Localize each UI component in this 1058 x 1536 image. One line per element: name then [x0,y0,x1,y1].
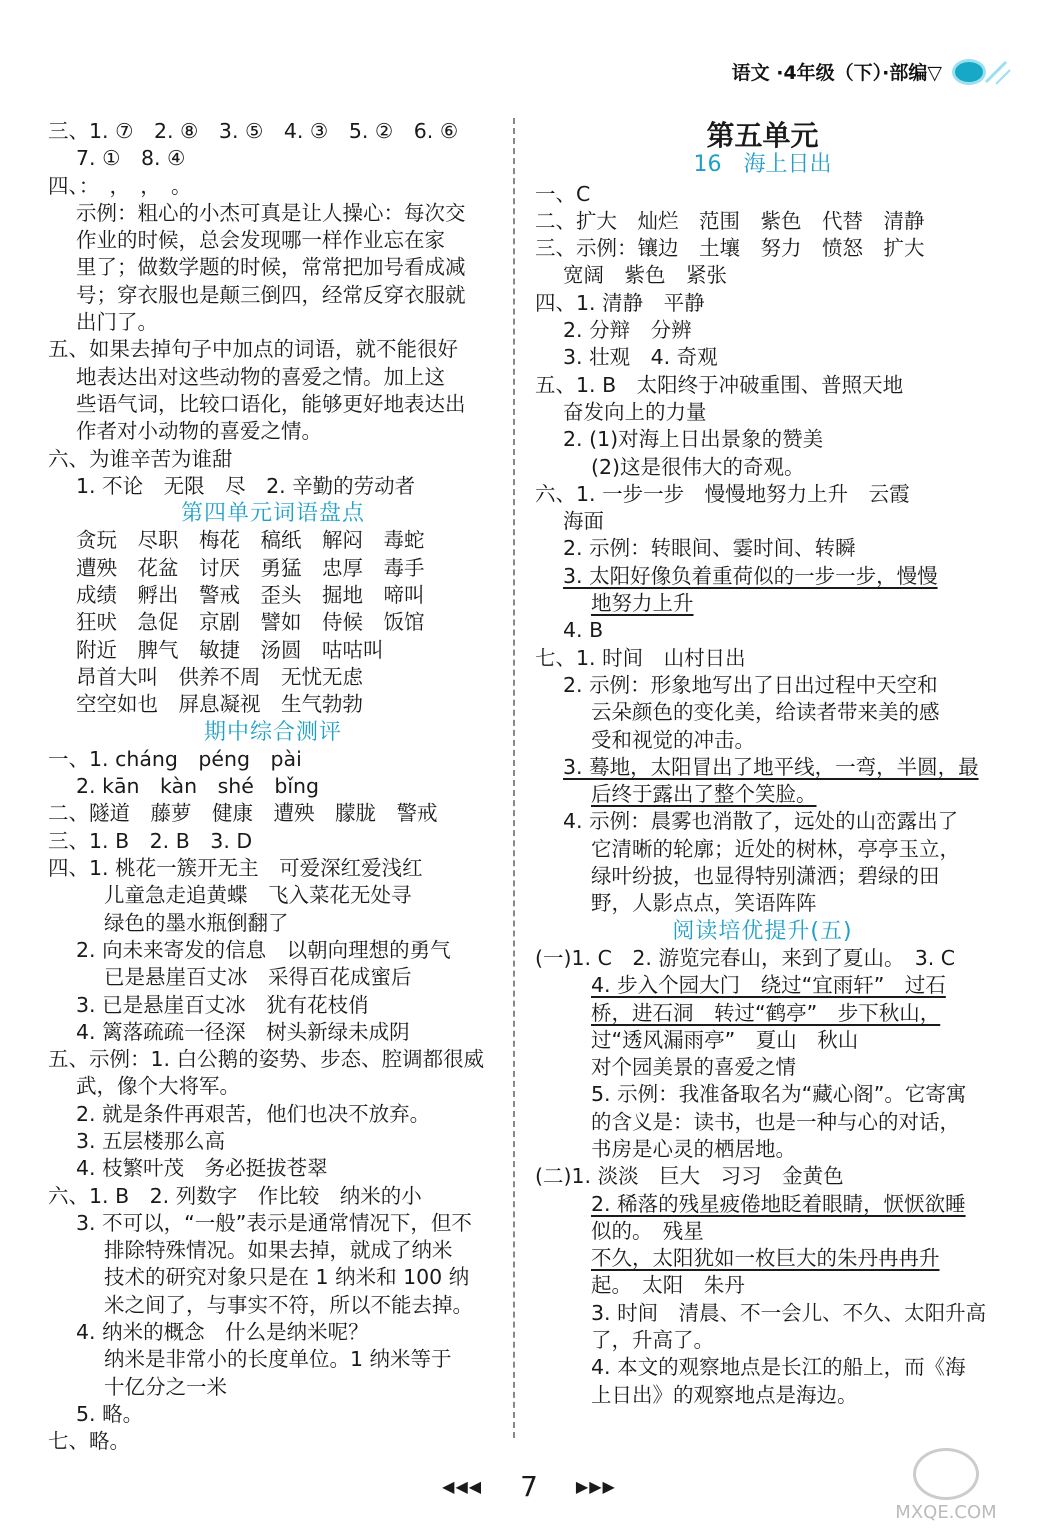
answer-line: 3. 蓦地，太阳冒出了地平线，一弯，半圆，最 [563,754,979,779]
answer-line: 地表达出对这些动物的喜爱之情。加上这 [76,364,445,389]
answer-line: 云朵颜色的变化美，给读者带来美的感 [591,700,940,725]
answer-line: 5. 示例：我准备取名为“藏心阁”。它寄寓 [591,1082,967,1107]
answer-line: 对个园美景的喜爱之情 [591,1055,796,1080]
answer-line: 贪玩 尽职 梅花 稿纸 解闷 毒蛇 [76,528,425,553]
watermark [876,1448,1016,1528]
answer-line: 成绩 孵出 警戒 歪头 掘地 啼叫 [76,583,425,608]
answer-line: 2. 向未来寄发的信息 以朝向理想的勇气 [76,937,451,962]
answer-line: 四、： ， ， 。 [48,173,192,198]
answer-line: 过“透风漏雨亭” 夏山 秋山 [591,1027,859,1052]
answer-line: 六、1. 一步一步 慢慢地努力上升 云霞 [535,481,910,506]
answer-line: 遭殃 花盆 讨厌 勇猛 忠厚 毒手 [76,555,425,580]
answer-line: 一、1. cháng péng pài [48,746,302,771]
answer-line: 米之间了，与事实不符，所以不能去掉。 [104,1292,473,1317]
answer-line: 地努力上升 [591,591,694,616]
answer-line: 技术的研究对象只是在 1 纳米和 100 纳 [104,1265,470,1290]
answer-line: 3. 不可以，“一般”表示是通常情况下，但不 [76,1210,472,1235]
answer-line: 3. 五层楼那么高 [76,1128,226,1153]
answer-line: 七、1. 时间 山村日出 [535,645,746,670]
watermark-text: MXQE.COM [895,1502,997,1523]
right-answers [535,181,990,1409]
answer-line: 奋发向上的力量 [563,399,707,424]
answer-line: 2. 示例：形象地写出了日出过程中天空和 [563,672,938,697]
answer-line: 海面 [563,509,604,534]
next-arrows-icon: ▶▶▶ [575,1477,616,1496]
answer-line: 3. 时间 清晨、不一会儿、不久、太阳升高 [591,1300,987,1325]
section-title: 期中综合测评 [203,719,342,745]
answer-line: 绿叶纷披，也显得特别潇洒；碧绿的田 [591,864,940,889]
answer-line: (2)这是很伟大的奇观。 [591,454,805,479]
answer-line: 3. 壮观 4. 奇观 [563,345,718,370]
answer-line: 了，升高了。 [591,1328,714,1353]
answer-line: 一、C [535,181,591,206]
answer-line: 4. 纳米的概念 什么是纳米呢？ [76,1320,369,1345]
section-title: 阅读培优提升(五) [672,918,853,944]
answer-line: (一)1. C 2. 游览完春山，来到了夏山。 3. C [535,945,956,970]
answer-line: 3. 已是悬崖百丈冰 犹有花枝俏 [76,992,369,1017]
answer-line: 起。 太阳 朱丹 [591,1273,745,1298]
header-subject: 语文 ·4年级（下）·部编▽ [731,62,942,84]
answer-line: 作者对小动物的喜爱之情。 [76,419,322,444]
sparkle-icon [982,56,1012,86]
answer-line: 出门了。 [76,310,158,335]
left-column [48,118,498,1456]
section-title: 第四单元词语盘点 [180,501,365,527]
answer-line: 附近 脾气 敏捷 汤圆 咕咕叫 [76,637,384,662]
prev-arrows-icon: ◀◀◀ [442,1477,483,1496]
answer-line: 五、1. B 太阳终于冲破重围、普照天地 [535,372,904,397]
answer-line: 七、略。 [48,1429,130,1454]
answer-line: 三、1. ⑦ 2. ⑧ 3. ⑤ 4. ③ 5. ② 6. ⑥ [48,119,459,143]
answer-line: 4. B [563,618,604,643]
answer-line: 2. (1)对海上日出景象的赞美 [563,427,824,452]
answer-line: 二、隧道 藤萝 健康 遭殃 朦胧 警戒 [48,801,438,826]
answer-line: 4. 本文的观察地点是长江的船上，而《海 [591,1355,966,1380]
answer-line: 宽阔 紫色 紧张 [563,263,727,288]
answer-line: 五、示例：1. 白公鹅的姿势、步态、腔调都很威 [48,1047,485,1072]
answer-line: 后终于露出了整个笑脸。 [591,782,817,807]
answer-line: 些语气词，比较口语化，能够更好地表达出 [76,391,466,416]
answer-line: 二、扩大 灿烂 范围 紫色 代替 清静 [535,208,925,233]
answer-line: 的含义是：读书，也是一种与心的对话， [591,1109,960,1134]
answer-line: 5. 略。 [76,1401,144,1426]
answer-line: 空空如也 屏息凝视 生气勃勃 [76,692,363,717]
answer-line: 不久，太阳犹如一枚巨大的朱丹冉冉升 [591,1246,940,1271]
answer-line: 绿色的墨水瓶倒翻了 [104,910,289,935]
answer-line: 7. ① 8. ④ [76,146,186,171]
answer-line: 书房是心灵的栖居地。 [591,1136,796,1161]
answer-line: 排除特殊情况。如果去掉，就成了纳米 [104,1238,453,1263]
answer-line: 2. 稀落的残星疲倦地眨着眼睛，恹恹欲睡 [591,1191,966,1216]
answer-line: 武，像个大将军。 [76,1074,240,1099]
answer-line: 五、如果去掉句子中加点的词语，就不能很好 [48,337,458,362]
answer-line: 野，人影点点，笑语阵阵 [591,891,817,916]
answer-line: 三、示例：镶边 土壤 努力 愤怒 扩大 [535,236,925,261]
answer-line: 已是悬崖百丈冰 采得百花成蜜后 [104,965,412,990]
answer-line: 里了；做数学题的时候，常常把加号看成减 [76,255,466,280]
answer-line: 四、1. 清静 平静 [535,290,705,315]
brand-logo-icon [952,59,986,85]
watermark-logo-icon [913,1448,979,1500]
answer-line: 1. 不论 无限 尽 2. 辛勤的劳动者 [76,473,416,498]
answer-line: 十亿分之一米 [104,1374,227,1399]
answer-line: 示例：粗心的小杰可真是让人操心：每次交 [76,200,466,225]
answer-line: 2. 示例：转眼间、霎时间、转瞬 [563,536,856,561]
answer-line: 四、1. 桃花一簇开无主 可爱深红爱浅红 [48,856,423,881]
answer-line: 六、1. B 2. 列数字 作比较 纳米的小 [48,1183,422,1208]
answer-line: 昂首大叫 供养不周 无忧无虑 [76,664,363,689]
answer-line: 似的。 残星 [591,1218,704,1243]
answer-line: 号；穿衣服也是颠三倒四，经常反穿衣服就 [76,282,466,307]
answer-line: 3. 太阳好像负着重荷似的一步一步，慢慢 [563,563,938,588]
answer-line: 4. 篱落疏疏一径深 树头新绿未成阴 [76,1019,410,1044]
answer-line: 2. 就是条件再艰苦，他们也决不放弃。 [76,1101,431,1126]
right-column [535,118,990,1409]
answer-line: 4. 示例：晨雾也消散了，远处的山峦露出了 [563,809,959,834]
answer-line: 三、1. B 2. B 3. D [48,828,253,853]
lesson-title: 16 海上日出 [693,152,832,178]
answer-line: 纳米是非常小的长度单位。1 纳米等于 [104,1347,452,1372]
answer-line: 2. 分辩 分辨 [563,318,692,343]
answer-line: 它清晰的轮廓；近处的树林，亭亭玉立， [591,836,960,861]
answer-line: 受和视觉的冲击。 [591,727,755,752]
answer-line: 狂吠 急促 京剧 譬如 侍候 饭馆 [76,610,425,635]
answer-line: 六、为谁辛苦为谁甜 [48,446,233,471]
answer-line: (二)1. 淡淡 巨大 习习 金黄色 [535,1164,844,1189]
page-number: 7 [520,1470,538,1503]
answer-line: 桥，进石洞 转过“鹤亭” 步下秋山， [591,1000,941,1025]
answer-line: 2. kān kàn shé bǐng [76,774,320,799]
answer-line: 作业的时候，总会发现哪一样作业忘在家 [76,228,445,253]
answer-line: 4. 步入个园大门 绕过“宜雨轩” 过石 [591,973,946,998]
answer-line: 儿童急走追黄蝶 飞入菜花无处寻 [104,883,412,908]
page-header [732,58,986,85]
answer-line: 上日出》的观察地点是海边。 [591,1382,858,1407]
unit-title: 第五单元 [706,119,819,152]
answer-line: 4. 枝繁叶茂 务必挺拔苍翠 [76,1156,328,1181]
column-divider [513,118,515,1438]
